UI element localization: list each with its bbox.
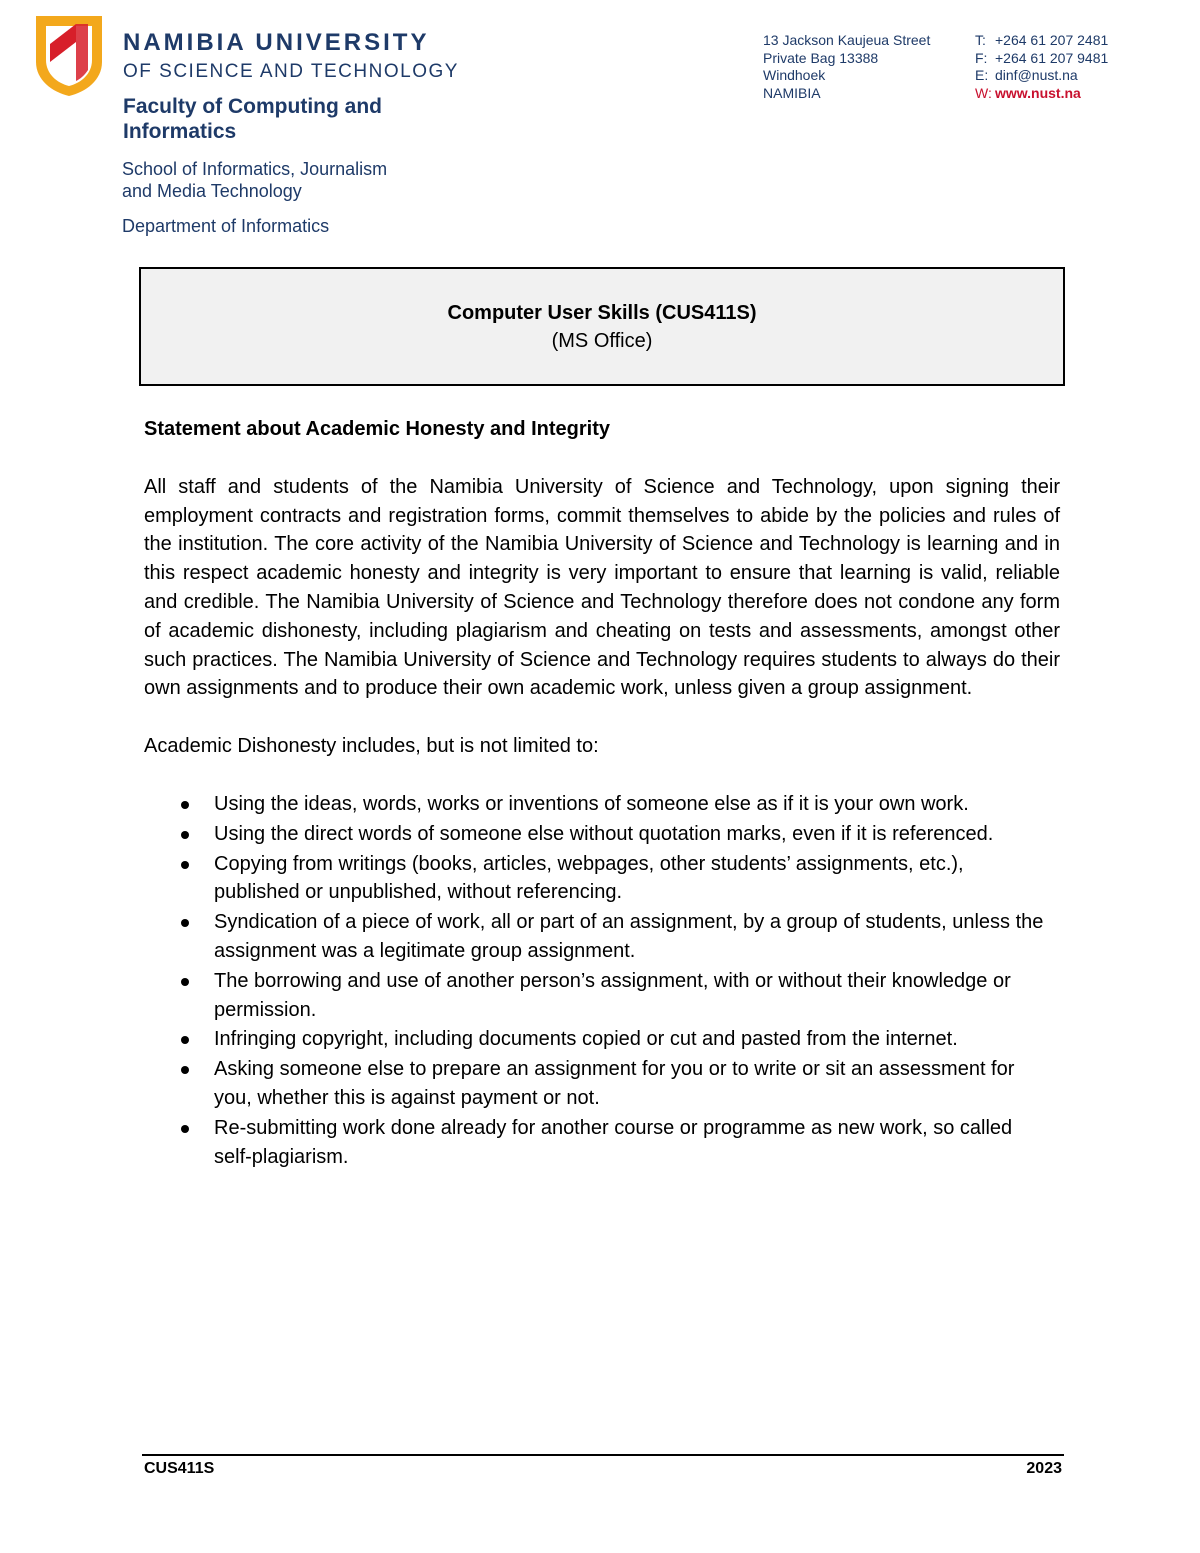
list-item: Infringing copyright, including documents copied or cut and pasted from the internet. — [144, 1025, 1060, 1054]
footer-divider — [142, 1454, 1064, 1456]
footer-year: 2023 — [1026, 1460, 1062, 1477]
address-line: Private Bag 13388 — [763, 49, 879, 66]
dishonesty-intro: Academic Dishonesty includes, but is not limited to: — [144, 735, 599, 758]
list-item: Re-submitting work done already for another course or programme as new work, so called self-plagiarism. — [144, 1114, 1060, 1172]
address-line: Windhoek — [763, 67, 826, 83]
list-item: Using the ideas, words, works or inventions of someone else as if it is your own work. — [144, 790, 1060, 819]
university-name-line2: OF SCIENCE AND TECHNOLOGY — [123, 61, 459, 82]
phone-label: T: — [975, 32, 986, 48]
university-name — [123, 30, 459, 84]
web-line — [975, 85, 1108, 103]
list-item: Asking someone else to prepare an assignment for you or to write or sit an assessment for you, whether this is against payment or not. — [144, 1055, 1060, 1113]
address-line: NAMIBIA — [763, 84, 821, 101]
university-name-line1: NAMIBIA UNIVERSITY — [123, 29, 430, 56]
list-item: Copying from writings (books, articles, webpages, other students’ assignments, etc.), published or unpublished, without referencing. — [144, 850, 1060, 908]
list-item: Syndication of a piece of work, all or part of an assignment, by a group of students, unless the assignment was a legitimate group assignment. — [144, 908, 1060, 966]
dishonesty-list — [144, 790, 1060, 1171]
email-line — [975, 67, 1108, 85]
footer-course-code: CUS411S — [144, 1460, 215, 1477]
course-title: Computer User Skills (CUS411S) — [447, 301, 757, 324]
department-name: Department of Informatics — [122, 216, 330, 236]
fax-number: +264 61 207 9481 — [995, 49, 1109, 66]
phone-number: +264 61 207 2481 — [995, 32, 1109, 48]
university-logo-icon — [30, 14, 108, 98]
email-link[interactable]: dinf@nust.na — [995, 67, 1078, 83]
fax-line — [975, 50, 1108, 68]
list-item: The borrowing and use of another person’s assignment, with or without their knowledge or permission. — [144, 967, 1060, 1025]
faculty-name: Faculty of Computing and Informatics — [123, 95, 382, 143]
email-label: E: — [975, 67, 989, 83]
postal-address — [763, 32, 930, 102]
website-link[interactable]: www.nust.na — [995, 84, 1081, 101]
school-name: School of Informatics, Journalism and Media Technology — [122, 159, 388, 201]
section-heading: Statement about Academic Honesty and Integrity — [144, 418, 611, 440]
course-subtitle: (MS Office) — [551, 329, 653, 352]
document-body — [144, 415, 1060, 1172]
contact-details — [975, 32, 1108, 102]
address-line: 13 Jackson Kaujeua Street — [763, 32, 931, 48]
course-title-box — [139, 267, 1065, 386]
phone-line — [975, 32, 1108, 50]
list-item: Using the direct words of someone else without quotation marks, even if it is referenced. — [144, 820, 1060, 849]
fax-label: F: — [975, 49, 988, 66]
web-label: W: — [975, 84, 992, 101]
honesty-paragraph: All staff and students of the Namibia University of Science and Technology, upon signing their employment contracts and registration forms, commit themselves to abide by the policies and rules of the institution. The core activity of the Namibia University of Science and Technology is learning and in this respect academic honesty and integrity is very important to ensure that learning is valid, reliable and credible. The Namibia University of Science and Technology therefore does not condone any form of academic dishonesty, including plagiarism and cheating on tests and assessments, amongst other such practices. The Namibia University of Science and Technology requires students to always do their own assignments and to produce their own academic work, unless given a group assignment. — [144, 475, 1060, 700]
